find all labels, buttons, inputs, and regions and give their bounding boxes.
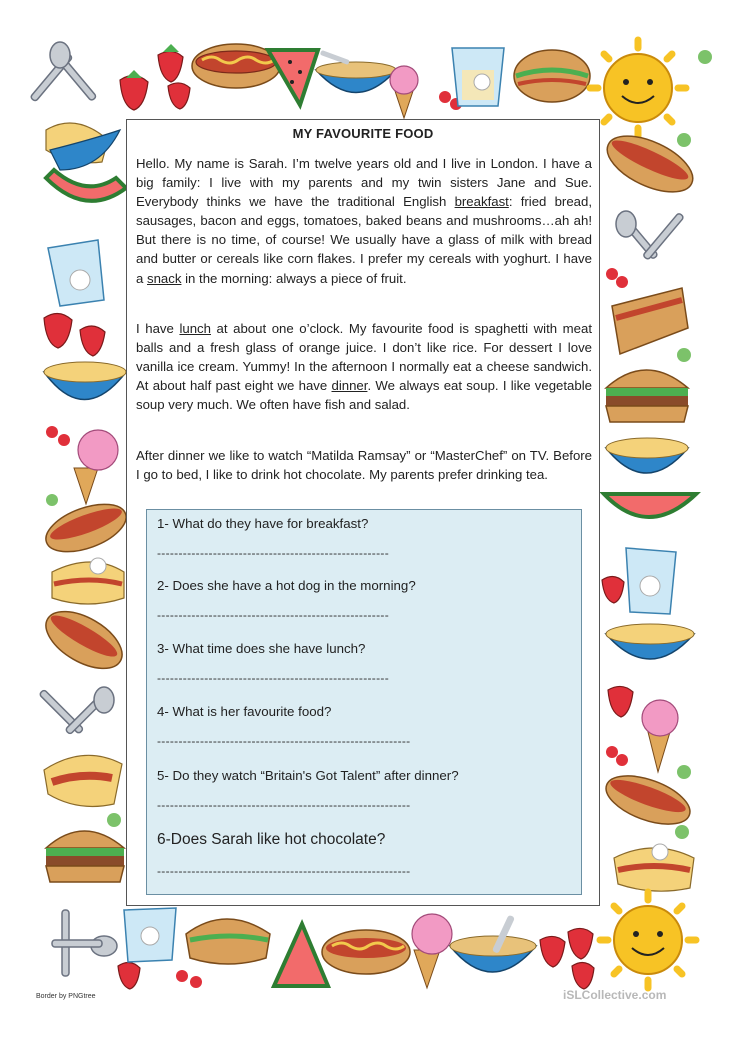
milk-glass-icon	[48, 240, 104, 306]
border-credit: Border by PNGtree	[36, 993, 96, 1000]
answer-line-3[interactable]: ------------------------------------------------------	[157, 671, 389, 685]
watermelon-icon	[274, 924, 328, 986]
cherry-icon	[46, 426, 70, 446]
text-span: Hello. My name is Sarah. I’m twelve years old and I live in London. I have a big family: I live with my parents and my twin sisters Jane and Sue. Everybody thinks we have the traditional English	[136, 156, 592, 210]
hotdog-icon	[322, 930, 410, 974]
milk-glass-icon	[626, 548, 676, 614]
question-5: 5- Do they watch “Britain's Got Talent” after dinner?	[157, 768, 459, 783]
answer-line-4[interactable]: -----------------------------------------------------------	[157, 734, 411, 748]
underlined-word: snack	[147, 270, 182, 286]
burger-icon	[46, 831, 124, 882]
cherry-icon	[606, 746, 628, 766]
answer-line-6[interactable]: -----------------------------------------------------------	[157, 864, 411, 878]
sun-icon	[600, 892, 696, 988]
ice-cream-icon	[642, 700, 678, 772]
bowl-icon	[316, 50, 396, 93]
paragraph-3: After dinner we like to watch “Matilda Ramsay” or “MasterChef” on TV. Before I go to bed, I like to drink hot chocolate. My parents prefer drinking tea.	[136, 448, 592, 483]
burger-icon	[606, 370, 688, 422]
answer-line-2[interactable]: ------------------------------------------------------	[157, 608, 389, 622]
watermelon-icon	[46, 170, 126, 201]
watermelon-icon	[268, 50, 318, 105]
sandwich-icon	[514, 50, 590, 102]
text-span: in the morning: always a piece of fruit.	[181, 270, 407, 286]
answer-line-5[interactable]: -----------------------------------------------------------	[157, 798, 411, 812]
bowl-icon	[44, 362, 126, 400]
fork-spoon-icon	[52, 910, 117, 976]
text-span: at about one o’clock. My favourite food is spaghetti with meat balls and a fresh glass of orange juice. I don’t like rice. For dessert I love vanilla ice cream. Yummy! In the afternoon I normally eat a cheese sandwich. At about half past eight we have	[136, 321, 593, 394]
pie-icon	[614, 844, 694, 891]
answer-line-1[interactable]: ------------------------------------------------------	[157, 546, 389, 560]
strawberry-icon	[120, 44, 190, 110]
pie-icon	[46, 123, 120, 170]
fork-spoon-icon	[39, 687, 114, 735]
bowl-icon	[606, 438, 688, 473]
fork-spoon-icon	[616, 211, 684, 260]
underlined-word: dinner	[331, 378, 368, 394]
pie-icon	[52, 558, 124, 604]
underlined-word: lunch	[179, 321, 211, 336]
sun-icon	[590, 40, 686, 136]
ice-cream-icon	[390, 66, 418, 118]
question-3: 3- What time does she have lunch?	[157, 641, 366, 656]
sandwich-icon	[612, 288, 688, 354]
strawberry-icon	[540, 928, 594, 989]
strawberry-icon	[44, 313, 105, 356]
sandwich-icon	[186, 919, 270, 964]
ice-cream-icon	[74, 430, 118, 504]
page-title: MY FAVOURITE FOOD	[292, 126, 434, 141]
milk-glass-icon	[124, 908, 176, 962]
bowl-icon	[606, 624, 694, 659]
fork-spoon-icon	[30, 42, 97, 102]
text-span: : fried bread, sausages, bacon and eggs, tomatoes, baked beans and mushrooms…ah ah! But there is no time, of course! We usually have a glass of milk with bread and butter or cereals like corn flakes. I prefer my cereals with yoghurt. I have a	[136, 194, 592, 286]
text-span: I have	[136, 321, 180, 336]
question-4: 4- What is her favourite food?	[157, 704, 332, 719]
question-2: 2- Does she have a hot dog in the morning?	[157, 578, 416, 593]
strawberry-icon	[118, 962, 140, 989]
text-span: . We always eat soup. I like vegetable soup very much. We often have fish and salad.	[136, 378, 592, 413]
cherry-icon	[606, 268, 628, 288]
underlined-word: breakfast	[454, 194, 509, 210]
question-box	[146, 509, 582, 895]
strawberry-icon	[602, 576, 624, 603]
pie-icon	[44, 755, 122, 806]
question-1: 1- What do they have for breakfast?	[157, 516, 369, 531]
watermark: iSLCollective.com	[563, 988, 667, 1002]
watermelon-icon	[604, 494, 696, 517]
paragraph-2	[136, 319, 592, 414]
question-6: 6-Does Sarah like hot chocolate?	[157, 831, 386, 848]
paragraph-1	[136, 154, 592, 288]
strawberry-icon	[608, 686, 633, 717]
cherry-icon	[176, 970, 202, 988]
ice-cream-icon	[412, 914, 452, 988]
bowl-icon	[450, 915, 536, 972]
hotdog-icon	[37, 600, 132, 680]
worksheet	[126, 119, 600, 906]
milk-glass-icon	[452, 48, 504, 106]
